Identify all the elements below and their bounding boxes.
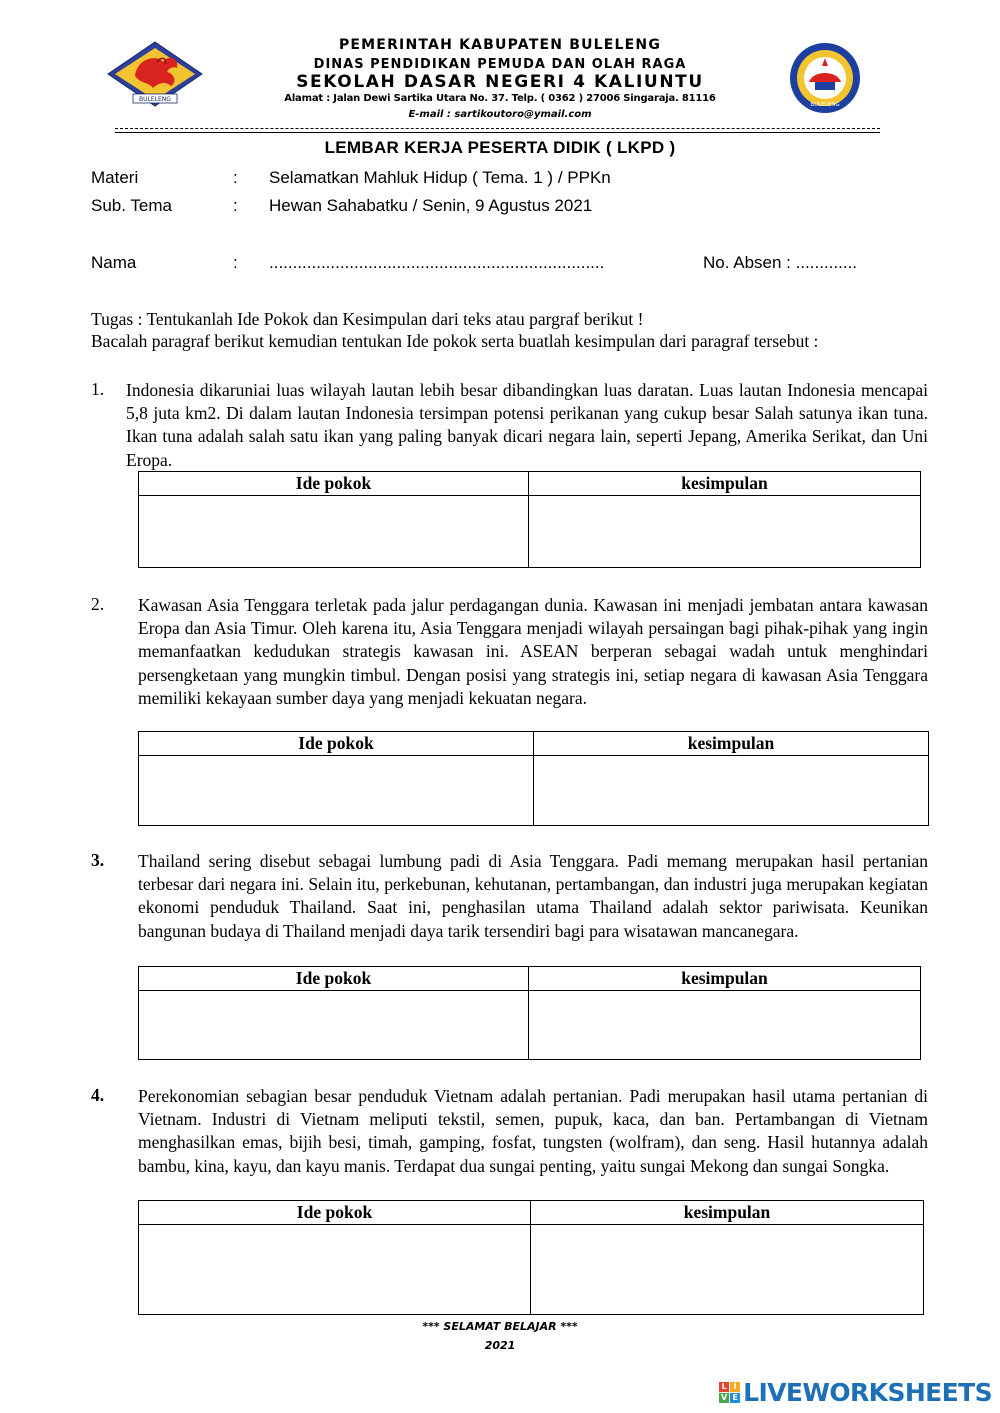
header-divider-solid (115, 132, 880, 133)
header-divider-dashed (115, 128, 880, 129)
instruction-task: Tugas : Tentukanlah Ide Pokok dan Kesimpulan dari teks atau pargraf berikut ! (91, 309, 644, 329)
header-government: PEMERINTAH KABUPATEN BULELENG (338, 37, 662, 53)
header-school: SEKOLAH DASAR NEGERI 4 KALIUNTU (296, 72, 704, 92)
kesimpulan-answer-cell[interactable] (529, 496, 921, 568)
meta-label-nama: Nama (91, 253, 137, 272)
meta-value-subtema: Hewan Sahabatku / Senin, 9 Agustus 2021 (269, 196, 593, 215)
footer-year: 2021 (484, 1339, 516, 1352)
question-paragraph: Perekonomian sebagian besar penduduk Vietnam adalah pertanian. Padi merupakan hasil utama pertanian di Vietnam. Industri di Vietnam meliputi tekstil, semen, pupuk, kaca, dan ban. Pertambangan di Vietnam menghasilkan emas, bijih besi, timah, gamping, fosfat, tungsten (wolfram), dan seng. Hasil hutannya adalah bambu, kina, kayu, dan kayu manis. Terdapat dua sungai penting, yaitu sungai Mekong dan sungai Songka. (138, 1086, 928, 1176)
column-header-kesimpulan: kesimpulan (534, 732, 929, 756)
column-header-kesimpulan: kesimpulan (531, 1201, 924, 1225)
column-header-ide-pokok: Ide pokok (139, 732, 534, 756)
question-paragraph: Kawasan Asia Tenggara terletak pada jalur perdagangan dunia. Kawasan ini menjadi jembatan antara kawasan Eropa dan Asia Timur. Oleh karena itu, Asia Tenggara menjadi wilayah persaingan bagi pihak-pihak yang ingin memanfaatkan kedudukan strategis kawasan ini. ASEAN berperan sebagai wadah untuk menghindari persengketaan yang mungkin timbul. Dengan posisi yang strategis ini, setiap negara di kawasan Asia Tenggara memiliki kekayaan sumber daya yang menjadi kekuatan negara. (138, 595, 928, 708)
question-number: 4. (91, 1085, 105, 1105)
badge-letter: E (730, 1393, 740, 1403)
badge-letter: V (721, 1393, 728, 1402)
ide-pokok-answer-cell[interactable] (139, 991, 529, 1060)
badge-letter: L (719, 1382, 729, 1392)
meta-colon: : (233, 168, 238, 187)
question-number: 2. (91, 594, 105, 614)
answer-table (138, 471, 921, 568)
answer-table (138, 966, 921, 1060)
column-header-ide-pokok: Ide pokok (139, 1201, 531, 1225)
meta-colon: : (233, 253, 238, 272)
footer-greeting: *** SELAMAT BELAJAR *** (422, 1320, 578, 1333)
column-header-ide-pokok: Ide pokok (139, 967, 529, 991)
question-number: 3. (91, 850, 105, 870)
kesimpulan-answer-cell[interactable] (531, 1225, 924, 1315)
name-field[interactable]: ....................................................................... (269, 253, 605, 272)
left-logo-text: BULELENG (139, 96, 171, 103)
kesimpulan-answer-cell[interactable] (534, 756, 929, 826)
meta-colon: : (233, 196, 238, 215)
meta-label-subtema: Sub. Tema (91, 196, 172, 215)
badge-letter: I (730, 1382, 740, 1392)
kesimpulan-answer-cell[interactable] (529, 991, 921, 1060)
ide-pokok-answer-cell[interactable] (139, 1225, 531, 1315)
question-number: 1. (91, 379, 105, 399)
header-address: Alamat : Jalan Dewi Sartika Utara No. 37. Telp. ( 0362 ) 27006 Singaraja. 81116 (284, 93, 716, 104)
meta-value-materi: Selamatkan Mahluk Hidup ( Tema. 1 ) / PPKn (269, 168, 611, 187)
meta-label-materi: Materi (91, 168, 139, 187)
liveworksheets-logo (719, 1377, 992, 1407)
column-header-kesimpulan: kesimpulan (529, 967, 921, 991)
header-department: DINAS PENDIDIKAN PEMUDA DAN OLAH RAGA (313, 57, 687, 72)
ide-pokok-answer-cell[interactable] (139, 756, 534, 826)
right-logo-text: BULELENG (810, 102, 840, 108)
liveworksheets-badge-icon (719, 1382, 740, 1403)
header-email: E-mail : sartikoutoro@ymail.com (408, 109, 592, 120)
answer-table (138, 731, 929, 826)
answer-table (138, 1200, 924, 1315)
ide-pokok-answer-cell[interactable] (139, 496, 529, 568)
question-paragraph: Thailand sering disebut sebagai lumbung padi di Asia Tenggara. Padi memang merupakan hasil pertanian terbesar dari negara ini. Selain itu, perkebunan, kehutanan, pertambangan, dan industri juga merupakan kegiatan ekonomi penduduk Thailand. Saat ini, penghasilan utama Thailand adalah sektor pariwisata. Keunikan bangunan budaya di Thailand menjadi daya tarik tersendiri bagi para wisatawan mancanegara. (138, 851, 928, 941)
absen-field[interactable]: No. Absen : ............. (703, 253, 858, 272)
question-paragraph: Indonesia dikaruniai luas wilayah lautan lebih besar dibandingkan luas daratan. Luas lautan Indonesia mencapai 5,8 juta km2. Di dalam lautan Indonesia tersimpan potensi perikanan yang cukup besar Salah satunya ikan tuna. Ikan tuna adalah salah satu ikan yang paling banyak dicari negara lain, seperti Jepang, Amerika Serikat, dan Uni Eropa. (126, 380, 928, 470)
liveworksheets-wordmark: LIVEWORKSHEETS (743, 1377, 992, 1407)
page-title: LEMBAR KERJA PESERTA DIDIK ( LKPD ) (324, 138, 676, 157)
column-header-kesimpulan: kesimpulan (529, 472, 921, 496)
instruction-read: Bacalah paragraf berikut kemudian tentukan Ide pokok serta buatlah kesimpulan dari paragraf tersebut : (91, 331, 819, 351)
column-header-ide-pokok: Ide pokok (139, 472, 529, 496)
